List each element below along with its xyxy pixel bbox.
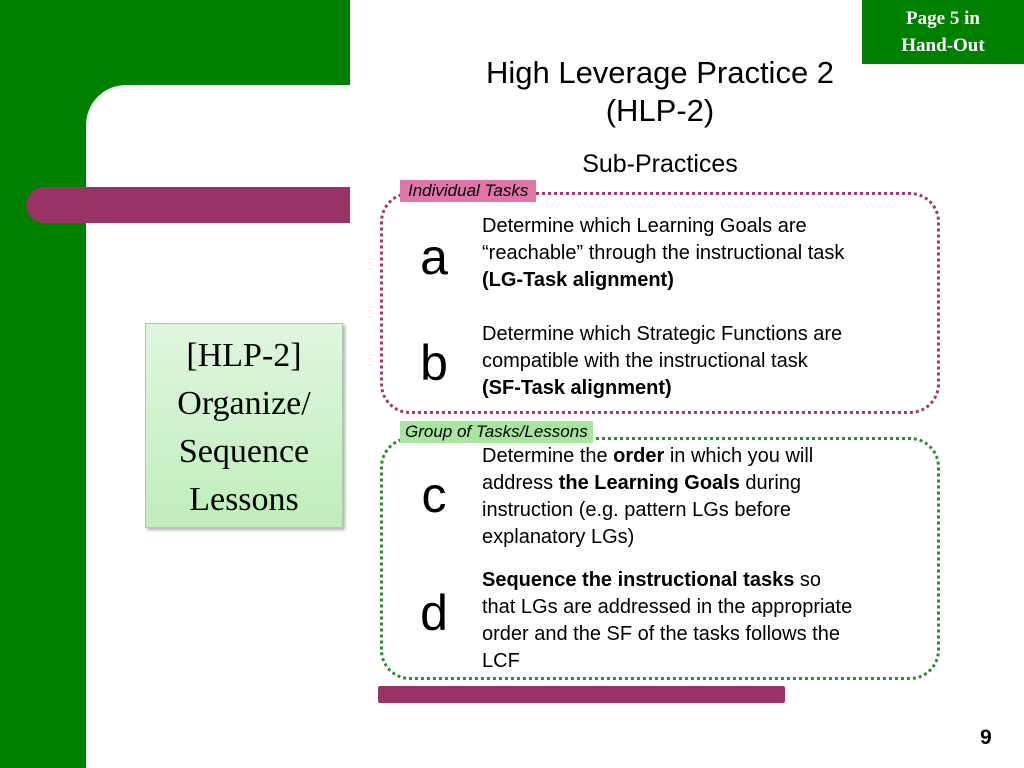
decorative-magenta-bar-bottom — [378, 686, 785, 703]
hlp-label-line2: Organize/ — [177, 385, 311, 422]
slide-title — [440, 54, 880, 130]
page-reference-line2: Hand-Out — [901, 35, 985, 56]
page-reference-badge — [862, 0, 1024, 64]
item-a-line1: Determine which Learning Goals are — [482, 215, 807, 237]
item-letter-a: a — [420, 229, 448, 285]
item-letter-c: c — [421, 467, 447, 523]
hlp-label-box — [145, 323, 343, 528]
item-description-a — [482, 213, 922, 294]
slide-title-line2: (HLP-2) — [605, 93, 715, 128]
item-a-line2: “reachable” through the instructional task — [482, 242, 845, 264]
group-tasks-tag: Group of Tasks/Lessons — [400, 421, 593, 443]
item-letter-b: b — [420, 335, 448, 391]
item-b-alignment: (SF-Task alignment) — [482, 377, 672, 399]
individual-tasks-tag: Individual Tasks — [400, 180, 536, 202]
item-letter-d: d — [420, 585, 448, 641]
item-d-line1-post: so — [794, 569, 822, 591]
hlp-label-line4: Lessons — [189, 481, 299, 518]
page-reference-line1: Page 5 in — [906, 8, 980, 29]
item-d-line4: LCF — [482, 650, 520, 672]
item-a-line3 — [482, 267, 922, 294]
decorative-magenta-bar-top — [26, 187, 350, 223]
item-a-alignment: (LG-Task alignment) — [482, 269, 674, 291]
item-c-line1 — [482, 443, 922, 470]
item-b-line2: compatible with the instructional task — [482, 350, 808, 372]
item-description-d — [482, 567, 922, 675]
item-d-line3: order and the SF of the tasks follows the — [482, 623, 840, 645]
item-c-line3: instruction (e.g. pattern LGs before — [482, 499, 792, 521]
item-c-line2 — [482, 470, 922, 497]
item-c-line2-pre: address — [482, 472, 559, 494]
slide-subtitle: Sub-Practices — [582, 150, 738, 178]
item-c-line1-post: in which you will — [664, 445, 814, 467]
item-c-line1-pre: Determine the — [482, 445, 614, 467]
item-description-b — [482, 321, 922, 402]
item-c-line2-post: during — [739, 472, 802, 494]
hlp-label-line3: Sequence — [178, 433, 310, 470]
slide-title-line1: High Leverage Practice 2 — [485, 55, 835, 90]
item-b-line3 — [482, 375, 922, 402]
item-d-line2: that LGs are addressed in the appropriate — [482, 596, 853, 618]
item-c-line4: explanatory LGs) — [482, 526, 635, 548]
item-c-line2-bold: the Learning Goals — [558, 472, 740, 494]
item-d-line1 — [482, 567, 922, 594]
slide-number: 9 — [980, 726, 992, 749]
item-description-c — [482, 443, 922, 551]
item-b-line1: Determine which Strategic Functions are — [482, 323, 843, 345]
hlp-label-line1: [HLP-2] — [186, 337, 302, 374]
item-c-line1-bold: order — [613, 445, 665, 467]
item-d-line1-bold: Sequence the instructional tasks — [482, 569, 795, 591]
